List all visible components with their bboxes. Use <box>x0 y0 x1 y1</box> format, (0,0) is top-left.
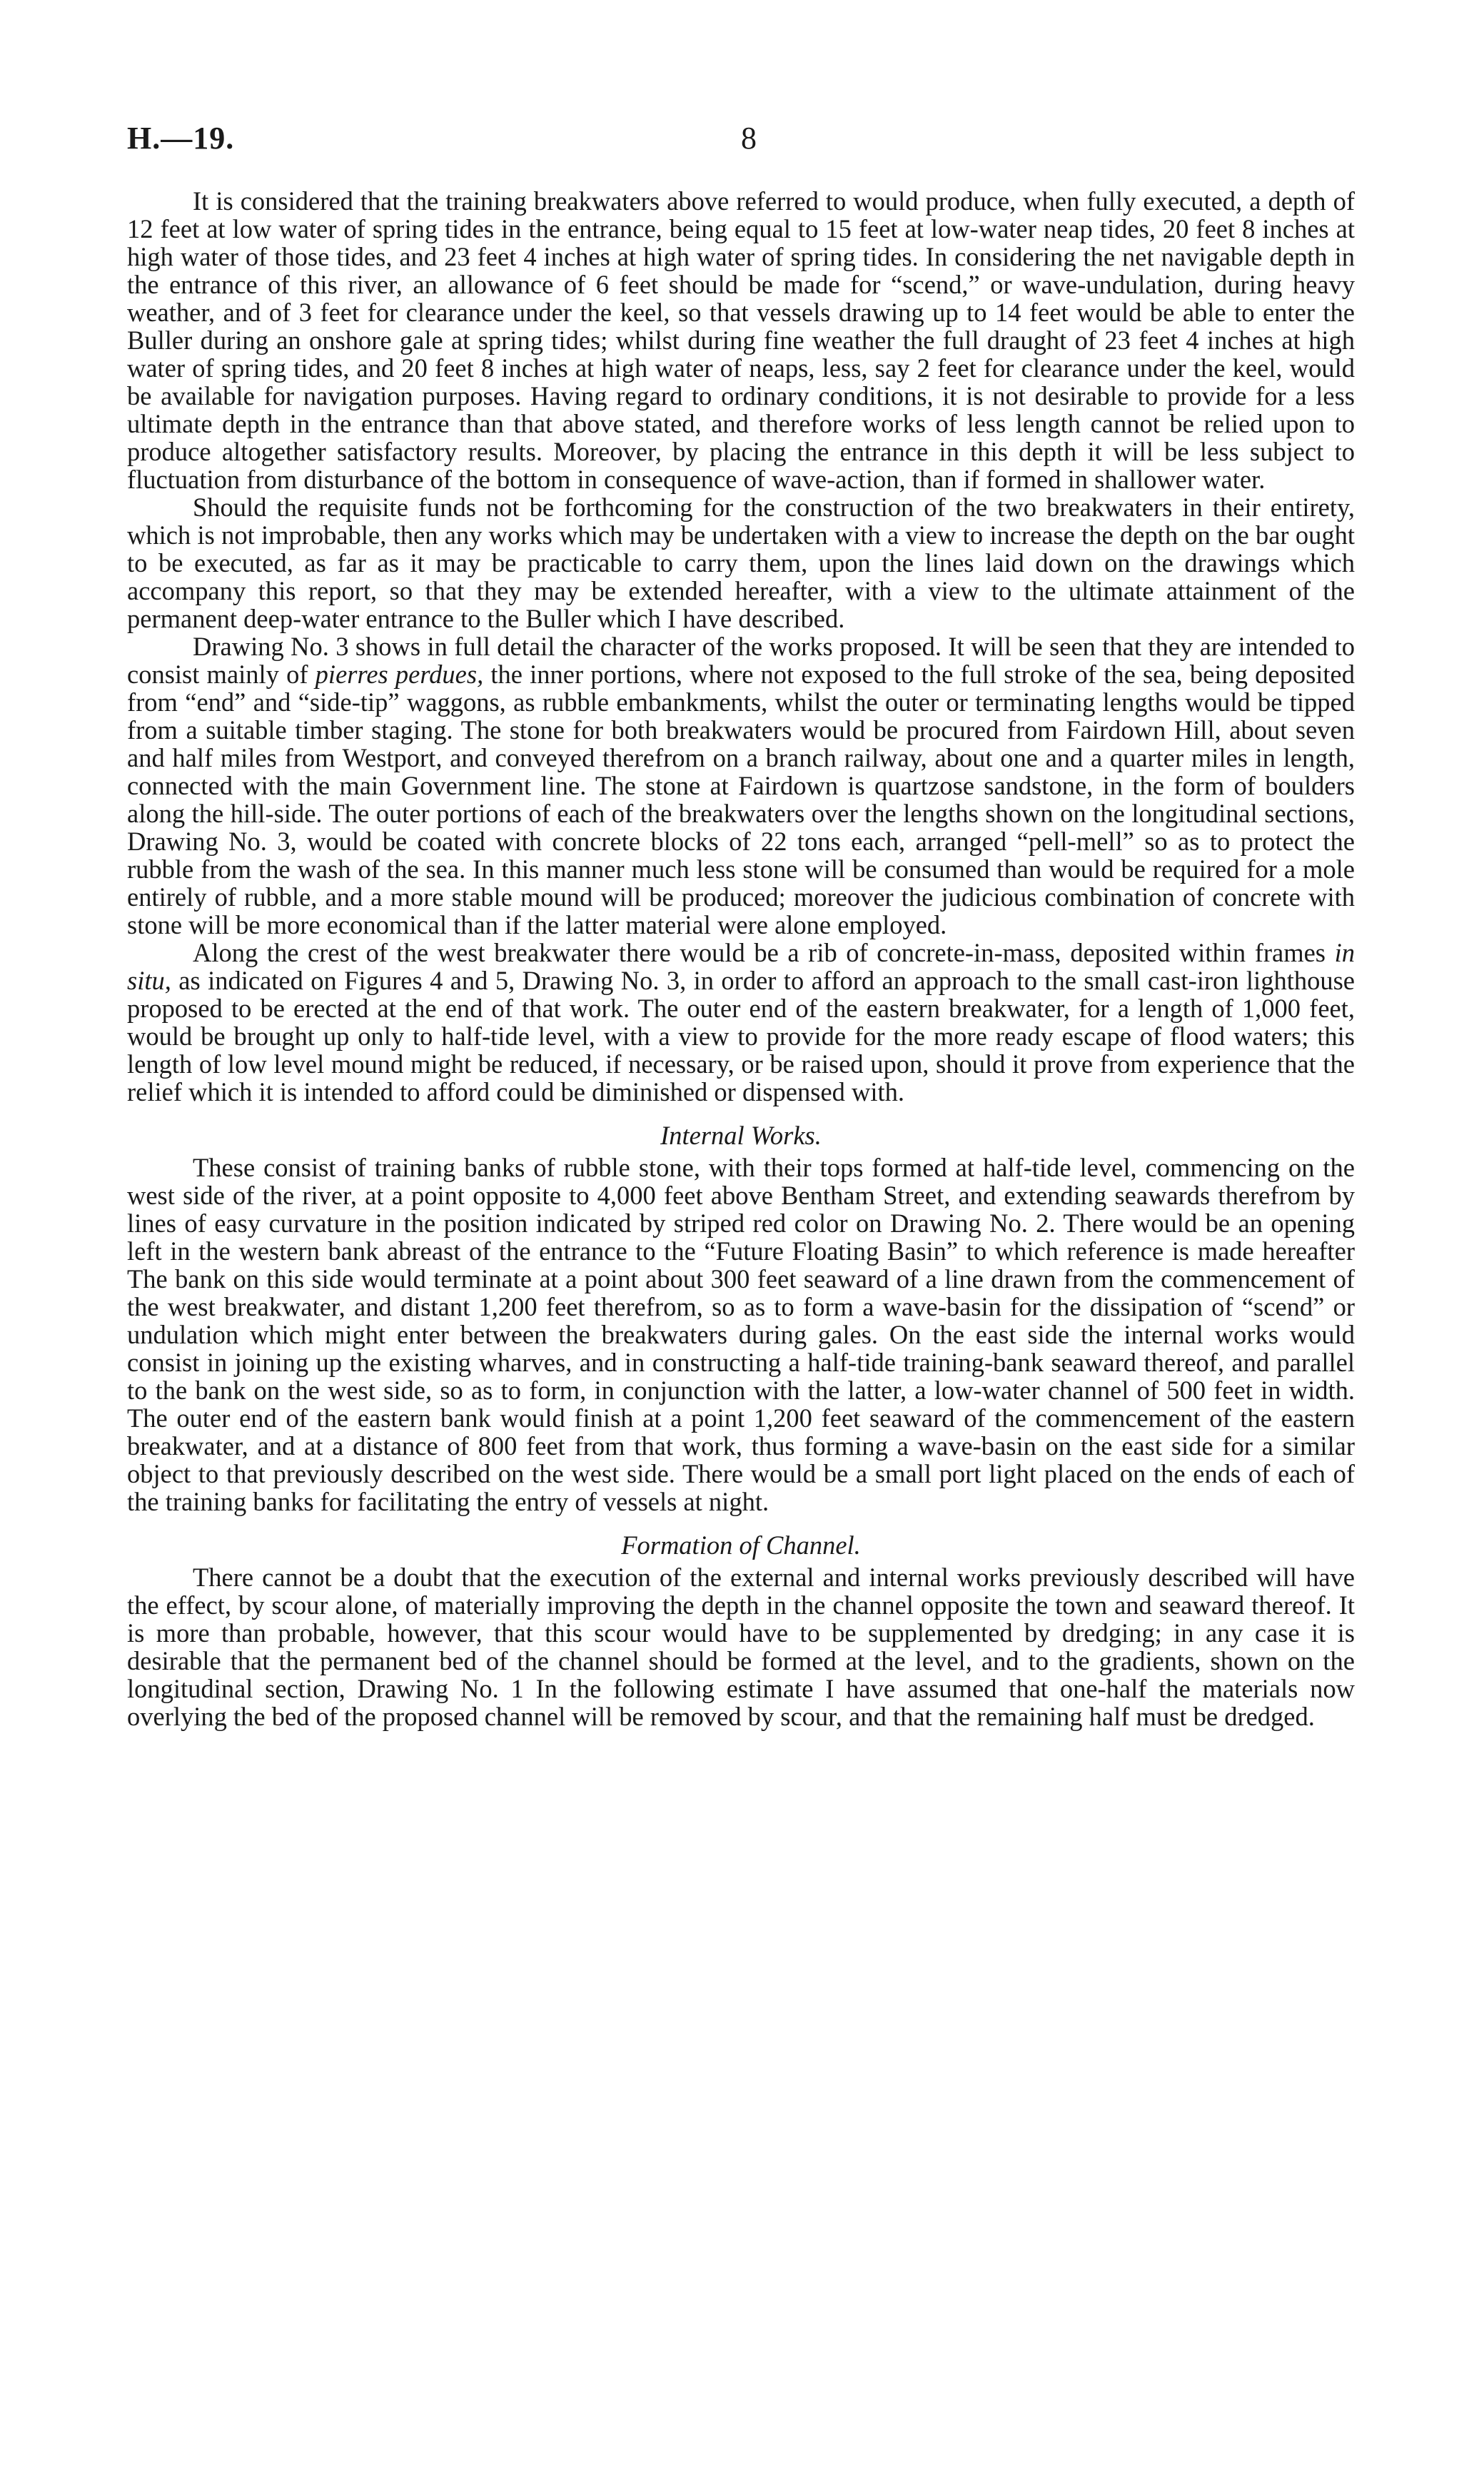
paragraph-drawing-no-3 <box>127 632 1355 939</box>
paragraph-text: Drawing No. 3 shows in full detail the character of the works proposed. It will be seen that they are intended to consist mainly of <box>127 632 1355 689</box>
paragraph-text: the inner portions, where not exposed to the full stroke of the sea, being deposited from “end” and “side-tip” waggons, as rubble embankments, whilst the outer or terminating lengths would be tipped from a suitable timber staging. The stone for both breakwaters would be procured from Fairdown Hill, about seven and half miles from Westport, and conveyed therefrom on a branch railway, about one and a quarter miles in length, connected with the main Government line. The stone at Fairdown is quartzose sandstone, in the form of boulders along the hill-side. The outer portions of each of the breakwaters over the lengths shown on the longitudinal sections, Drawing No. 3, would be coated with concrete blocks of 22 tons each, arranged “pell-mell” so as to protect the rubble from the wash of the sea. In this manner much less stone will be consumed than would be required for a mole entirely of rubble, and a more stable mound will be produced; moreover the judicious combination of concrete with stone will be more economical than if the latter material were alone employed. <box>127 660 1355 939</box>
document-reference: H.—19. <box>127 121 235 156</box>
paragraph-formation-of-channel: There cannot be a doubt that the execution of the external and internal works previously described will have the effect, by scour alone, of materially improving the depth in the channel opposite the town and seaward thereof. It is more than probable, however, that this scour would have to be supplemented by dredging; in any case it is desirable that the permanent bed of the channel should be formed at the level, and to the gradients, shown on the longitudinal section, Drawing No. 1 In the following estimate I have assumed that one-half the materials now overlying the bed of the proposed channel will be removed by scour, and that the remaining half must be dredged. <box>127 1563 1355 1731</box>
heading-internal-works: Internal Works. <box>660 1121 822 1150</box>
italic-term: in situ, <box>127 938 1355 995</box>
paragraph-west-breakwater-crest <box>127 939 1355 1106</box>
paragraph-text: as indicated on Figures 4 and 5, Drawing No. 3, in order to afford an approach to the small cast-iron lighthouse proposed to be erected at the end of that work. The outer end of the eastern breakwater, for a length of 1,000 feet, would be brought up only to half-tide level, with a view to provide for the more ready escape of flood waters; this length of low level mound might be reduced, if necessary, or be raised upon, should it prove from experience that the relief which it is intended to afford could be diminished or dispensed with. <box>127 966 1355 1106</box>
paragraph-text: Along the crest of the west breakwater there would be a rib of concrete-in-mass, deposited within frames <box>193 938 1335 967</box>
paragraph-internal-works: These consist of training banks of rubble stone, with their tops formed at half-tide level, commencing on the west side of the river, at a point opposite to 4,000 feet above Bentham Street, and extending seawards therefrom by lines of easy curvature in the position indicated by striped red color on Drawing No. 2. There would be an opening left in the western bank abreast of the entrance to the “Future Floating Basin” to which reference is made hereafter The bank on this side would terminate at a point about 300 feet seaward of a line drawn from the commencement of the west breakwater, and distant 1,200 feet therefrom, so as to form a wave-basin for the dissipation of “scend” or undulation which might enter between the breakwaters during gales. On the east side the internal works would consist in joining up the existing wharves, and in constructing a half-tide training-bank seaward thereof, and parallel to the bank on the west side, so as to form, in conjunction with the latter, a low-water channel of 500 feet in width. The outer end of the eastern bank would finish at a point 1,200 feet seaward of the commencement of the eastern breakwater, and at a distance of 800 feet from that work, thus forming a wave-basin on the east side for a similar object to that previously described on the west side. There would be a small port light placed on the ends of each of the training banks for facilitating the entry of vessels at night. <box>127 1153 1355 1516</box>
page-number: 8 <box>741 121 757 156</box>
heading-formation-of-channel: Formation of Channel. <box>621 1530 861 1560</box>
paragraph-training-breakwaters: It is considered that the training breakwaters above referred to would produce, when fully executed, a depth of 12 feet at low water of spring tides in the entrance, being equal to 15 feet at low-water neap tides, 20 feet 8 inches at high water of those tides, and 23 feet 4 inches at high water of spring tides. In considering the net navigable depth in the entrance of this river, an allowance of 6 feet should be made for “scend,” or wave-undulation, during heavy weather, and of 3 feet for clearance under the keel, so that vessels drawing up to 14 feet would be able to enter the Buller during an onshore gale at spring tides; whilst during fine weather the full draught of 23 feet 4 inches at high water of spring tides, and 20 feet 8 inches at high water of neaps, less, say 2 feet for clearance under the keel, would be available for navigation purposes. Having regard to ordinary conditions, it is not desirable to provide for a less ultimate depth in the entrance than that above stated, and therefore works of less length cannot be relied upon to produce altogether satisfactory results. Moreover, by placing the entrance in this depth it will be less subject to fluctuation from disturbance of the bottom in consequence of wave-action, than if formed in shallower water. <box>127 186 1355 494</box>
page-body <box>127 187 1355 1730</box>
paragraph-requisite-funds: Should the requisite funds not be forthcoming for the construction of the two breakwaters in their entirety, which is not improbable, then any works which may be undertaken with a view to increase the depth on the bar ought to be executed, as far as it may be practicable to carry them, upon the lines laid down on the drawings which accompany this report, so that they may be extended hereafter, with a view to the ultimate attainment of the permanent deep-water entrance to the Buller which I have described. <box>127 493 1355 633</box>
italic-term: pierres perdues, <box>315 660 484 689</box>
page-header <box>127 120 1355 163</box>
